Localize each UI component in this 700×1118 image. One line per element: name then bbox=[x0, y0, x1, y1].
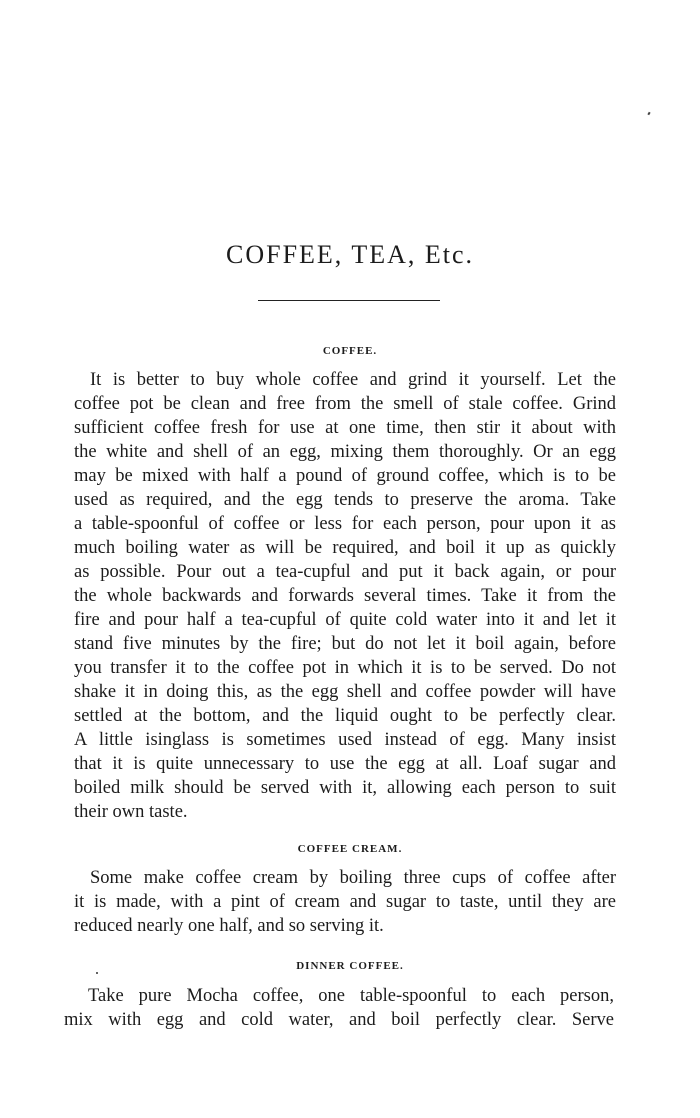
text-line: the whole backwards and forwards several times. Take it from the bbox=[74, 586, 616, 606]
page-speck bbox=[96, 972, 98, 974]
page-speck bbox=[647, 112, 650, 116]
text-line: shake it in doing this, as the egg shell and coffee powder will have bbox=[74, 682, 616, 702]
chapter-title: COFFEE, TEA, Etc. bbox=[225, 240, 475, 269]
text-line: A little isinglass is sometimes used instead of egg. Many insist bbox=[74, 730, 616, 750]
text-line: used as required, and the egg tends to preserve the aroma. Take bbox=[74, 490, 616, 510]
text-line: a table-spoonful of coffee or less for each person, pour upon it as bbox=[74, 514, 616, 534]
paragraph-coffee bbox=[74, 368, 616, 824]
text-line: mix with egg and cold water, and boil perfectly clear. Serve bbox=[64, 1010, 614, 1030]
text-line: boiled milk should be served with it, allowing each person to suit bbox=[74, 778, 616, 798]
text-line: fire and pour half a tea-cupful of quite cold water into it and let it bbox=[74, 610, 616, 630]
text-line: as possible. Pour out a tea-cupful and put it back again, or pour bbox=[74, 562, 616, 582]
section-heading-dinner-coffee: DINNER COFFEE. bbox=[296, 960, 404, 972]
text-line: settled at the bottom, and the liquid ought to be perfectly clear. bbox=[74, 706, 616, 726]
text-line: it is made, with a pint of cream and sugar to taste, until they are bbox=[74, 892, 616, 912]
text-line: sufficient coffee fresh for use at one time, then stir it about with bbox=[74, 418, 616, 438]
text-line: Some make coffee cream by boiling three cups of coffee after bbox=[90, 868, 616, 888]
text-line: that it is quite unnecessary to use the egg at all. Loaf sugar and bbox=[74, 754, 616, 774]
text-line: may be mixed with half a pound of ground coffee, which is to be bbox=[74, 466, 616, 486]
text-line: reduced nearly one half, and so serving it. bbox=[74, 916, 384, 936]
paragraph-coffee-cream bbox=[74, 866, 616, 938]
section-heading-coffee: COFFEE. bbox=[322, 345, 378, 357]
text-line: their own taste. bbox=[74, 802, 188, 822]
text-line: you transfer it to the coffee pot in which it is to be served. Do not bbox=[74, 658, 616, 678]
title-rule bbox=[258, 300, 440, 301]
text-line: stand five minutes by the fire; but do not let it boil again, before bbox=[74, 634, 616, 654]
text-line: Take pure Mocha coffee, one table-spoonful to each person, bbox=[88, 986, 614, 1006]
text-line: coffee pot be clean and free from the smell of stale coffee. Grind bbox=[74, 394, 616, 414]
paragraph-dinner-coffee bbox=[64, 984, 614, 1032]
text-line: the white and shell of an egg, mixing them thoroughly. Or an egg bbox=[74, 442, 616, 462]
text-line: much boiling water as will be required, and boil it up as quickly bbox=[74, 538, 616, 558]
text-line: It is better to buy whole coffee and grind it yourself. Let the bbox=[90, 370, 616, 390]
section-heading-coffee-cream: COFFEE CREAM. bbox=[297, 843, 403, 855]
